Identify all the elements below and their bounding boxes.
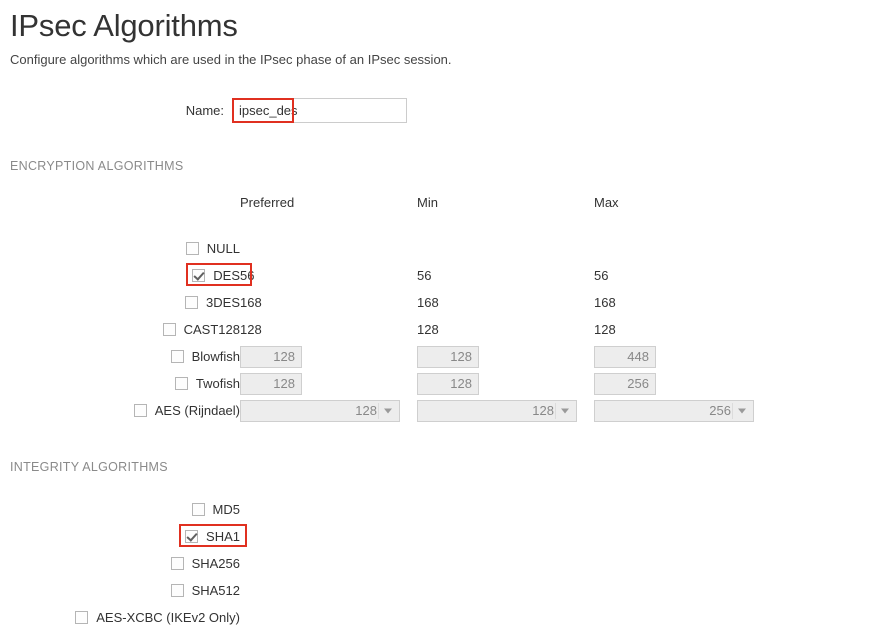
table-row [10,289,771,316]
page-title: IPsec Algorithms [10,8,238,43]
checkbox-icon[interactable] [186,242,199,255]
value-max: 56 [594,268,609,283]
input-max-blowfish[interactable] [594,346,656,368]
input-min-twofish[interactable] [417,373,479,395]
input-preferred-twofish[interactable] [240,373,302,395]
value-min: 56 [417,268,432,283]
integrity-section-title: INTEGRITY ALGORITHMS [10,460,168,474]
encryption-checkbox-3des[interactable] [185,295,240,310]
name-input[interactable] [232,98,407,123]
algorithm-label: SHA512 [191,583,240,598]
checkbox-icon[interactable] [192,503,205,516]
algorithm-label: Blowfish [191,349,240,364]
table-row [10,577,240,604]
value-min: 128 [417,322,439,337]
chevron-down-icon[interactable] [738,408,746,413]
table-row [10,343,771,370]
value-preferred: 128 [240,322,262,337]
select-max-aes[interactable] [594,400,754,422]
algorithm-label: MD5 [212,502,240,517]
encryption-header-row [10,195,771,235]
table-row [10,604,240,631]
algorithm-label: CAST128 [183,322,240,337]
chevron-down-icon[interactable] [384,408,392,413]
checkbox-checked-icon[interactable] [185,530,198,543]
name-label: Name: [185,102,224,118]
table-row [10,316,771,343]
select-value: 128 [355,403,377,418]
value-preferred: 56 [240,268,255,283]
page-subtitle: Configure algorithms which are used in the IPsec phase of an IPsec session. [10,52,452,67]
column-header-preferred: Preferred [240,195,295,210]
table-row [10,370,771,397]
select-separator [732,403,733,419]
select-min-aes[interactable] [417,400,577,422]
table-row [10,262,771,289]
algorithm-label: SHA256 [191,556,240,571]
select-preferred-aes[interactable] [240,400,400,422]
value-min: 168 [417,295,439,310]
encryption-section-title: ENCRYPTION ALGORITHMS [10,159,184,173]
integrity-checkbox-sha512[interactable] [171,583,240,598]
algorithm-label: AES (Rijndael) [154,403,240,418]
checkbox-icon[interactable] [185,296,198,309]
name-input-wrap [232,98,407,123]
integrity-checkbox-sha256[interactable] [171,556,240,571]
encryption-checkbox-blowfish[interactable] [171,349,240,364]
algorithm-label: SHA1 [206,529,240,544]
algorithm-label: DES [213,268,240,283]
checkbox-icon[interactable] [163,323,176,336]
select-value: 256 [709,403,731,418]
checkbox-icon[interactable] [75,611,88,624]
select-separator [378,403,379,419]
checkbox-checked-icon[interactable] [192,269,205,282]
algorithm-label: AES-XCBC (IKEv2 Only) [96,610,240,625]
integrity-checkbox-sha1[interactable] [185,529,240,544]
checkbox-icon[interactable] [171,350,184,363]
input-max-twofish[interactable] [594,373,656,395]
algorithm-label: 3DES [206,295,240,310]
column-header-max: Max [594,195,619,210]
encryption-checkbox-cast128[interactable] [163,322,240,337]
table-row [10,550,240,577]
encryption-algorithms-table [10,195,771,424]
encryption-checkbox-aes[interactable] [134,403,240,418]
name-row [10,97,878,123]
input-min-blowfish[interactable] [417,346,479,368]
algorithm-label: Twofish [195,376,240,391]
input-preferred-blowfish[interactable] [240,346,302,368]
encryption-checkbox-twofish[interactable] [175,376,240,391]
encryption-checkbox-null[interactable] [186,241,240,256]
value-preferred: 168 [240,295,262,310]
select-separator [555,403,556,419]
table-row [10,496,240,523]
checkbox-icon[interactable] [175,377,188,390]
checkbox-icon[interactable] [171,584,184,597]
checkbox-icon[interactable] [171,557,184,570]
checkbox-icon[interactable] [134,404,147,417]
integrity-checkbox-aes-xcbc[interactable] [75,610,240,625]
select-value: 128 [532,403,554,418]
column-header-min: Min [417,195,438,210]
value-max: 168 [594,295,616,310]
table-row [10,523,240,550]
table-row [10,235,771,262]
algorithm-label: NULL [206,241,240,256]
value-max: 128 [594,322,616,337]
encryption-checkbox-des[interactable] [192,268,240,283]
table-row [10,397,771,424]
integrity-checkbox-md5[interactable] [192,502,240,517]
chevron-down-icon[interactable] [561,408,569,413]
integrity-algorithms-table [10,496,240,631]
